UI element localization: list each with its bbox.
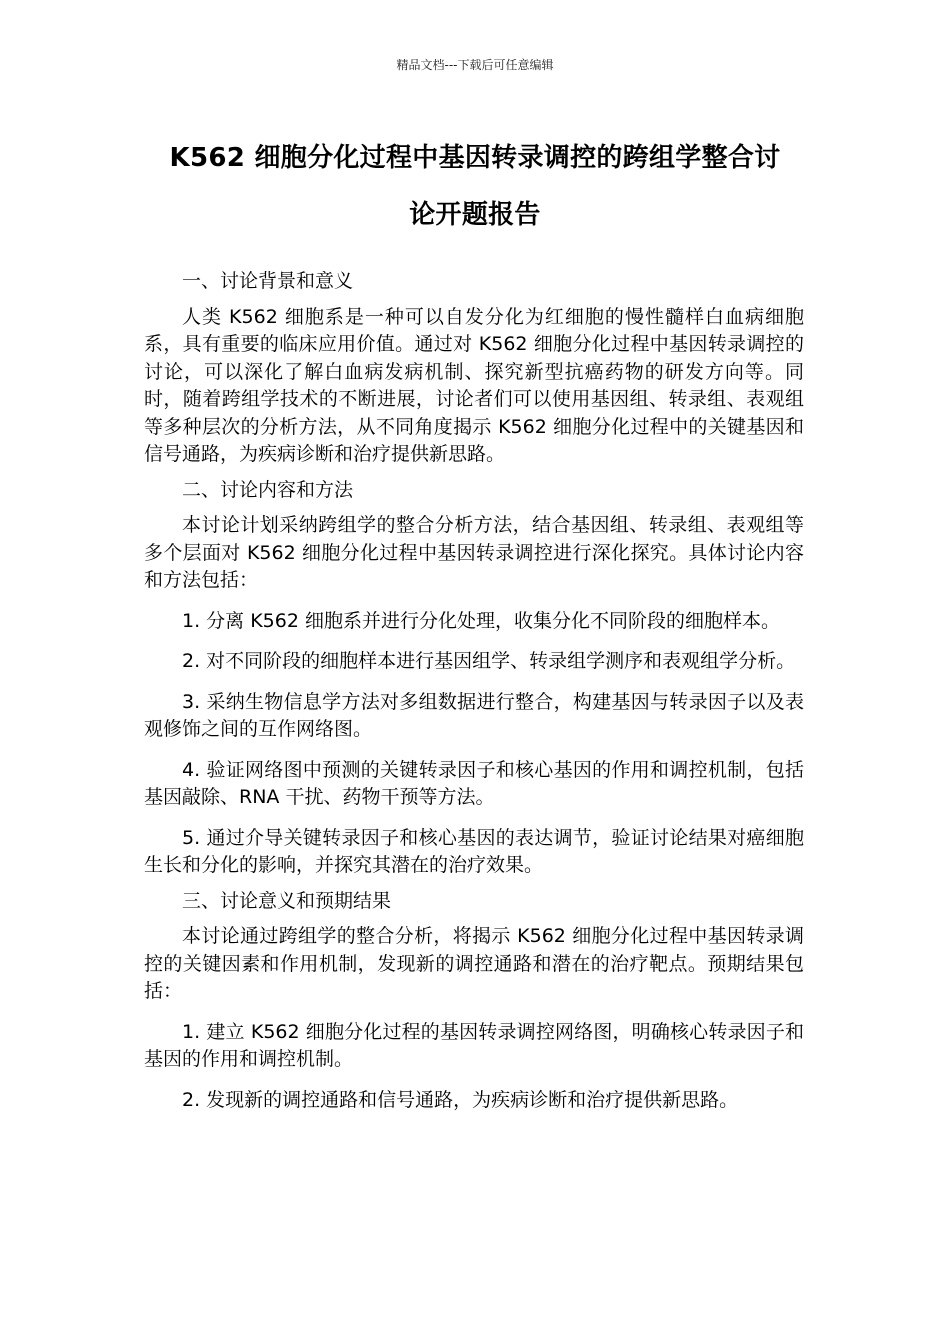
significance-item-1: 1. 建立 K562 细胞分化过程的基因转录调控网络图，明确核心转录因子和基因的作用和调控机制。: [144, 1020, 804, 1070]
title-line-2: 论开题报告: [409, 200, 541, 230]
section-heading-background: 一、讨论背景和意义: [182, 270, 354, 292]
section-heading-methods: 二、讨论内容和方法: [182, 478, 354, 501]
methods-paragraph: 本讨论计划采纳跨组学的整合分析方法，结合基因组、转录组、表观组等多个层面对 K562 细胞分化过程中基因转录调控进行深化探究。具体讨论内容和方法包括：: [144, 514, 804, 591]
document-body: [144, 268, 804, 1127]
methods-item-3: 3. 采纳生物信息学方法对多组数据进行整合，构建基因与转录因子以及表观修饰之间的互作网络图。: [144, 690, 804, 740]
page-header-note: 精品文档---下载后可任意编辑: [396, 58, 554, 72]
methods-item-5: 5. 通过介导关键转录因子和核心基因的表达调节，验证讨论结果对癌细胞生长和分化的影响，并探究其潜在的治疗效果。: [144, 826, 804, 876]
title-line-1: K562 细胞分化过程中基因转录调控的跨组学整合讨: [169, 143, 781, 173]
significance-item-2: 2. 发现新的调控通路和信号通路，为疾病诊断和治疗提供新思路。: [182, 1088, 739, 1111]
methods-item-1: 1. 分离 K562 细胞系并进行分化处理，收集分化不同阶段的细胞样本。: [182, 609, 780, 632]
section-heading-significance: 三、讨论意义和预期结果: [182, 889, 392, 912]
methods-item-4: 4. 验证网络图中预测的关键转录因子和核心基因的作用和调控机制，包括基因敲除、RNA 干扰、药物干预等方法。: [144, 758, 804, 808]
significance-paragraph: 本讨论通过跨组学的整合分析，将揭示 K562 细胞分化过程中基因转录调控的关键因素和作用机制，发现新的调控通路和潜在的治疗靶点。预期结果包括：: [144, 925, 804, 1002]
document-title: [120, 130, 830, 244]
methods-item-2: 2. 对不同阶段的细胞样本进行基因组学、转录组学测序和表观组学分析。: [182, 650, 796, 672]
background-paragraph: 人类 K562 细胞系是一种可以自发分化为红细胞的慢性髓样白血病细胞系，具有重要的临床应用价值。通过对 K562 细胞分化过程中基因转录调控的讨论，可以深化了解白血病发病机制、探究新型抗癌药物的研发方向等。同时，随着跨组学技术的不断进展，讨论者们可以使用基因组、转录组、表观组等多种层次的分析方法，从不同角度揭示 K562 细胞分化过程中的关键基因和信号通路，为疾病诊断和治疗提供新思路。: [144, 305, 804, 465]
